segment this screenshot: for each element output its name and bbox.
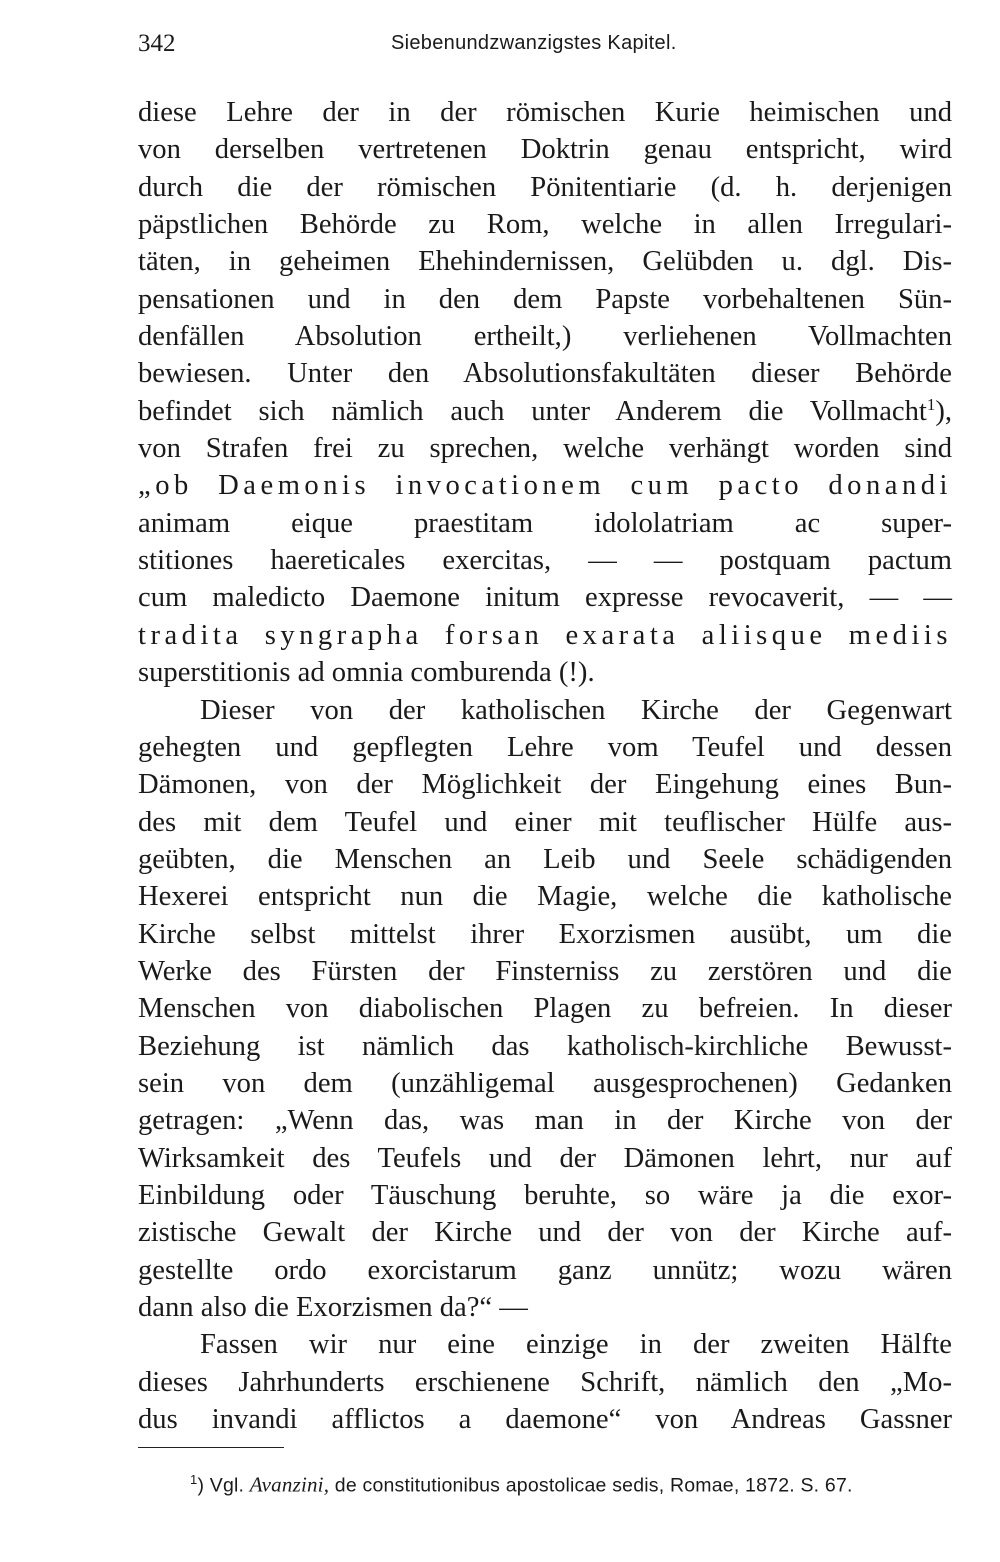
text-line: geübten, die Menschen an Leib und Seele schädigenden <box>138 843 952 875</box>
text-line: zistische Gewalt der Kirche und der von der Kirche auf- <box>138 1217 952 1249</box>
text-line: gehegten und gepflegten Lehre vom Teufel und dessen <box>138 731 952 763</box>
text-line: diese Lehre der in der römischen Kurie heimischen und <box>138 97 952 128</box>
text-line: täten, in geheimen Ehehindernissen, Gelübden u. dgl. Dis- <box>138 246 952 278</box>
page-number: 342 <box>138 30 176 57</box>
text-line: stitiones haereticales exercitas, — — postquam pactum <box>138 545 952 577</box>
text-line: Beziehung ist nämlich das katholisch-kirchliche Bewusst- <box>138 1030 952 1062</box>
text-line: Hexerei entspricht nun die Magie, welche die katholische <box>138 881 952 913</box>
text-line: getragen: „Wenn das, was man in der Kirche von der <box>138 1105 952 1137</box>
footnote-text: de constitutionibus apostolicae sedis, Romae, 1872. S. 67. <box>329 1474 853 1497</box>
text-line: pensationen und in den dem Papste vorbehaltenen Sün- <box>138 283 952 315</box>
text-line: gestellte ordo exorcistarum ganz unnütz; wozu wären <box>138 1254 952 1286</box>
text-line: „ob Daemonis invocationem cum pacto donandi <box>138 470 952 502</box>
footnote-author: Avanzini, <box>249 1472 330 1497</box>
text-line: Kirche selbst mittelst ihrer Exorzismen ausübt, um die <box>138 918 952 950</box>
footnote-prefix: ) Vgl. <box>197 1474 250 1497</box>
text-line: durch die der römischen Pönitentiarie (d. h. derjenigen <box>138 171 952 203</box>
text-line: sein von dem (unzähligemal ausgesprochenen) Gedanken <box>138 1067 952 1099</box>
page-header <box>138 30 952 66</box>
text-line: superstitionis ad omnia comburenda (!). <box>138 657 595 689</box>
text-line: animam eique praestitam idololatriam ac super- <box>138 507 952 539</box>
text-line: Wirksamkeit des Teufels und der Dämonen lehrt, nur auf <box>138 1142 952 1174</box>
text-line: Dämonen, von der Möglichkeit der Eingehung eines Bun- <box>138 769 952 801</box>
text-line-with-footnote <box>138 393 952 430</box>
text-fragment: ), <box>935 395 952 427</box>
text-line: dann also die Exorzismen da?“ — <box>138 1292 528 1323</box>
text-line: tradita syngrapha forsan exarata aliisque mediis <box>138 619 952 651</box>
text-line: Dieser von der katholischen Kirche der Gegenwart <box>200 694 952 726</box>
text-line: päpstlichen Behörde zu Rom, welche in allen Irregulari- <box>138 209 952 241</box>
running-title: Siebenundzwanzigstes Kapitel. <box>391 32 677 54</box>
text-line: von derselben vertretenen Doktrin genau entspricht, wird <box>138 134 952 166</box>
text-line: bewiesen. Unter den Absolutionsfakultäten dieser Behörde <box>138 358 952 390</box>
footnote-marker: 1 <box>926 394 936 414</box>
footnote-divider <box>138 1447 284 1448</box>
text-line: dieses Jahrhunderts erschienene Schrift, nämlich den „Mo- <box>138 1366 952 1398</box>
text-line: cum maledicto Daemone initum expresse revocaverit, — — <box>138 582 952 614</box>
main-text <box>138 94 952 1438</box>
footnote <box>190 1472 853 1498</box>
text-line: denfällen Absolution ertheilt,) verliehenen Vollmachten <box>138 321 952 353</box>
text-line: Einbildung oder Täuschung beruhte, so wäre ja die exor- <box>138 1179 952 1211</box>
text-line: des mit dem Teufel und einer mit teuflischer Hülfe aus- <box>138 806 952 838</box>
text-line: Menschen von diabolischen Plagen zu befreien. In dieser <box>138 993 952 1025</box>
text-line: von Strafen frei zu sprechen, welche verhängt worden sind <box>138 433 952 465</box>
text-fragment: befindet sich nämlich auch unter Anderem die Vollmacht <box>138 395 927 427</box>
text-line: Fassen wir nur eine einzige in der zweiten Hälfte <box>200 1329 952 1361</box>
footnote-number: 1 <box>190 1472 198 1487</box>
text-line: dus invandi afflictos a daemone“ von Andreas Gassner <box>138 1404 952 1436</box>
text-line: Werke des Fürsten der Finsterniss zu zerstören und die <box>138 955 952 987</box>
